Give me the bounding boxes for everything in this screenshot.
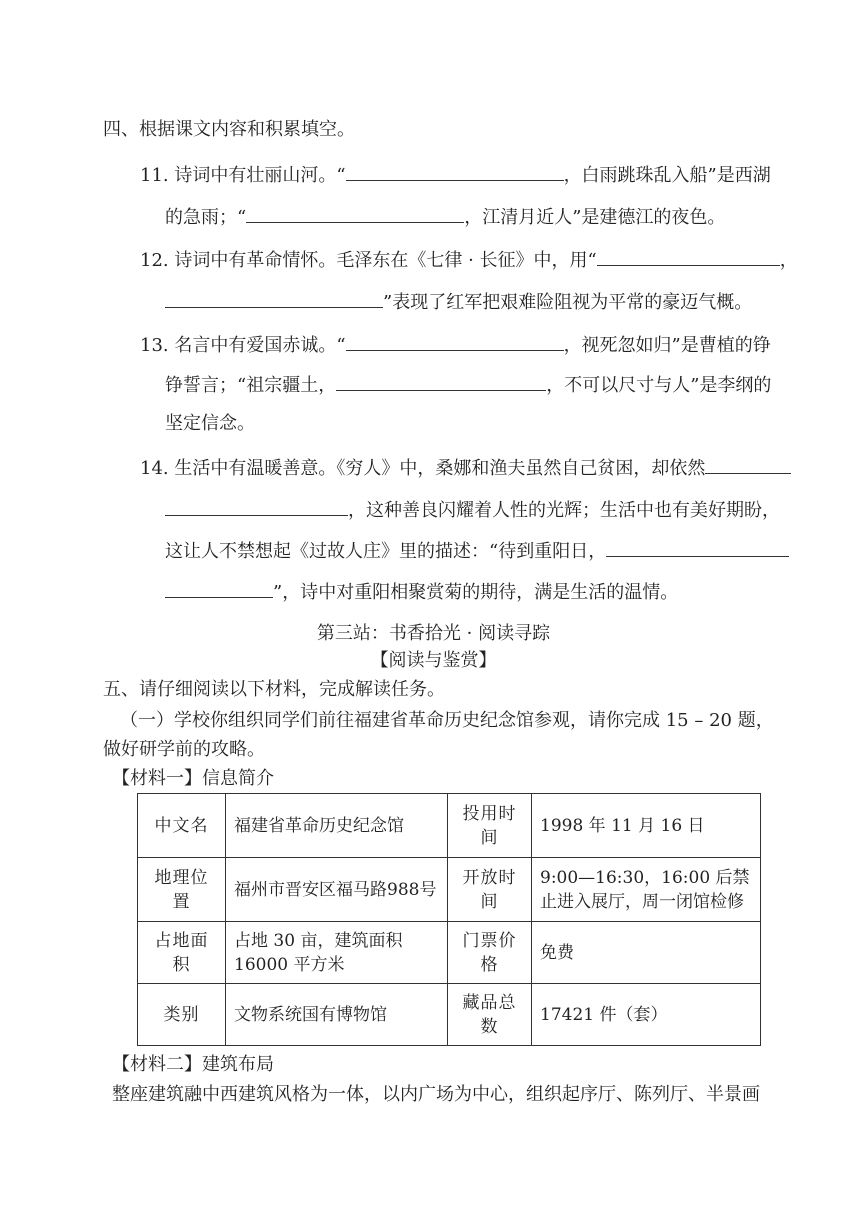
table-cell: 福建省革命历史纪念馆 [226, 794, 448, 858]
q13-blank-1[interactable] [346, 330, 564, 351]
reading-subtitle: 【阅读与鉴赏】 [370, 650, 497, 671]
q13-blank-2[interactable] [336, 370, 546, 391]
table-cell: 门票价格 [448, 922, 532, 984]
table-row [138, 858, 761, 922]
table-cell: 1998 年 11 月 16 日 [532, 794, 761, 858]
table-row [138, 922, 761, 984]
table-cell: 17421 件（套） [532, 984, 761, 1046]
q14-line1 [140, 453, 791, 482]
q12-blank-2[interactable] [165, 287, 383, 308]
q14-line3 [165, 536, 789, 565]
q14-text-d: ”，诗中对重阳相聚赏菊的期待，满是生活的温情。 [273, 582, 679, 603]
table-cell: 9:00—16:30，16:00 后禁止进入展厅，周一闭馆检修 [532, 858, 761, 922]
table-cell: 福州市晋安区福马路988号 [226, 858, 448, 922]
section5-heading: 五、请仔细阅读以下材料，完成解读任务。 [103, 679, 445, 700]
q14-line4 [165, 577, 678, 606]
table-cell: 开放时间 [448, 858, 532, 922]
q11-text-d: ，江清月近人”是建德江的夜色。 [464, 207, 726, 228]
table-cell: 免费 [532, 922, 761, 984]
q13-line2 [165, 370, 771, 399]
section4-heading: 四、根据课文内容和积累填空。 [103, 119, 355, 140]
q11-text-c: 的急雨；“ [165, 207, 247, 228]
station-title: 第三站：书香拾光 · 阅读寻踪 [316, 623, 551, 644]
q12-text-c: ”表现了红军把艰难险阻视为平常的豪迈气概。 [383, 292, 753, 313]
q14-blank-1a[interactable] [705, 453, 791, 474]
table-cell: 投用时间 [448, 794, 532, 858]
section5-intro-line2: 做好研学前的攻略。 [103, 739, 265, 760]
q13-text-a: 13. 名言中有爱国赤诚。“ [140, 335, 346, 356]
q12-text-a: 12. 诗词中有革命情怀。毛泽东在《七律 · 长征》中，用“ [140, 250, 597, 271]
table-row [138, 794, 761, 858]
q11-text-a: 11. 诗词中有壮丽山河。“ [140, 165, 346, 186]
q11-text-b: ，白雨跳珠乱入船”是西湖 [563, 165, 771, 186]
q14-line2 [165, 495, 780, 524]
q11-blank-2[interactable] [246, 202, 464, 223]
material2-title: 【材料二】建筑布局 [112, 1054, 274, 1075]
q12-line2 [165, 287, 752, 316]
q11-line1 [140, 160, 771, 189]
q14-blank-2b[interactable] [165, 577, 273, 598]
table-cell: 藏品总数 [448, 984, 532, 1046]
table-cell: 类别 [138, 984, 226, 1046]
section5-intro-line1: （一）学校你组织同学们前往福建省革命历史纪念馆参观，请你完成 15 – 20 题， [120, 710, 774, 731]
q11-blank-1[interactable] [346, 160, 564, 181]
q14-text-a: 14. 生活中有温暖善意。《穷人》中，桑娜和渔夫虽然自己贫困，却依然 [140, 458, 706, 479]
q11-line2 [165, 202, 725, 231]
table-cell: 中文名 [138, 794, 226, 858]
q13-text-b: ，视死忽如归”是曹植的铮 [563, 335, 771, 356]
q14-text-b: ，这种善良闪耀着人性的光辉；生活中也有美好期盼， [348, 500, 780, 521]
q13-line3: 坚定信念。 [165, 413, 255, 434]
table-cell: 地理位置 [138, 858, 226, 922]
q12-text-b: ， [779, 250, 798, 271]
q13-line1 [140, 330, 771, 359]
q12-line1 [140, 245, 798, 274]
table-row [138, 984, 761, 1046]
q13-text-d: ，不可以尺寸与人”是李纲的 [546, 375, 772, 396]
q14-blank-2a[interactable] [606, 536, 789, 557]
q14-blank-1b[interactable] [165, 495, 348, 516]
q13-text-c: 铮誓言；“祖宗疆土， [165, 375, 337, 396]
table-cell: 占地面积 [138, 922, 226, 984]
table-cell: 文物系统国有博物馆 [226, 984, 448, 1046]
q12-blank-1[interactable] [597, 245, 780, 266]
material2-text: 整座建筑融中西建筑风格为一体，以内广场为中心，组织起序厅、陈列厅、半景画 [112, 1084, 760, 1105]
material1-title: 【材料一】信息简介 [112, 768, 274, 789]
table-cell: 占地 30 亩，建筑面积 16000 平方米 [226, 922, 448, 984]
info-table [137, 793, 761, 1046]
q14-text-c: 这让人不禁想起《过故人庄》里的描述：“待到重阳日， [165, 541, 607, 562]
